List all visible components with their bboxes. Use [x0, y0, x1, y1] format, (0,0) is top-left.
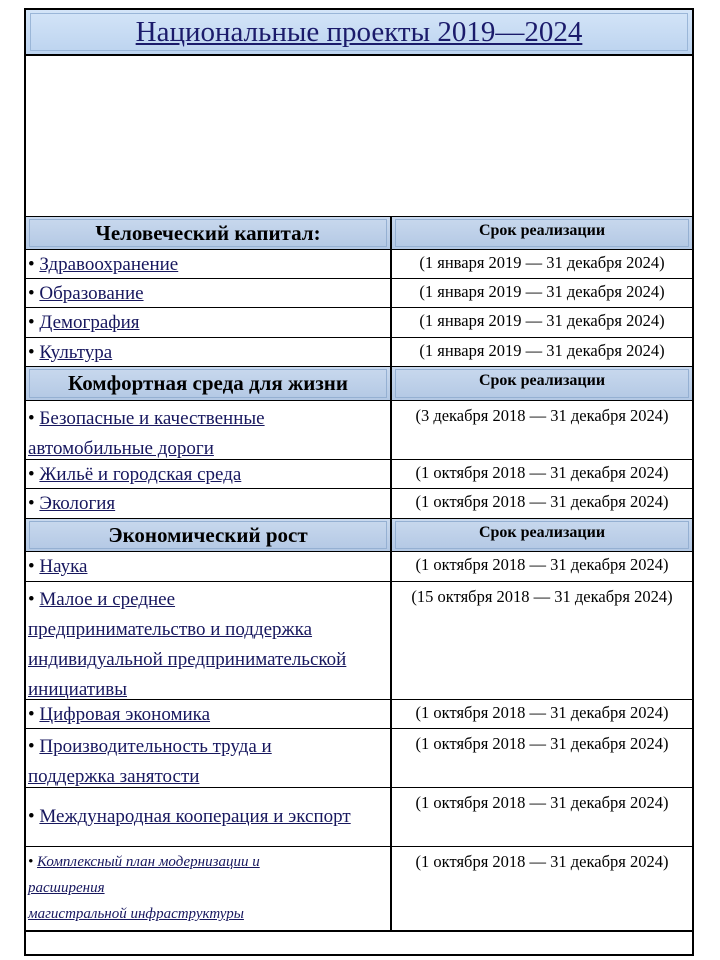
bullet: •: [28, 589, 40, 610]
bullet: •: [28, 493, 40, 514]
section-heading: Комфортная среда для жизни: [29, 369, 387, 398]
section-header-row: [26, 366, 692, 400]
empty-footer-row: [26, 930, 692, 958]
project-link[interactable]: Малое и среднее предпринимательство и поддержка индивидуальной предпринимательской инициативы: [28, 589, 347, 700]
table-row: [26, 459, 692, 488]
project-link[interactable]: Культура: [39, 342, 113, 363]
table-row: [26, 846, 692, 930]
bullet: •: [28, 408, 40, 429]
project-period: (1 октября 2018 — 31 декабря 2024): [415, 492, 669, 511]
section-header-row: [26, 518, 692, 551]
blank-area: [26, 56, 692, 216]
period-header: Срок реализации: [395, 219, 689, 247]
page-title-link[interactable]: Национальные проекты 2019—2024: [135, 15, 583, 48]
bullet: •: [28, 283, 40, 304]
table-row: [26, 400, 692, 459]
bullet: •: [28, 556, 40, 577]
table-row: [26, 337, 692, 366]
project-period: (1 октября 2018 — 31 декабря 2024): [415, 555, 669, 574]
table-row: [26, 787, 692, 846]
table-row: [26, 488, 692, 518]
title-bar: [26, 10, 692, 56]
table-row: [26, 307, 692, 337]
bullet: •: [28, 736, 40, 757]
table-row: [26, 581, 692, 699]
table-row: [26, 249, 692, 278]
table-row: [26, 278, 692, 307]
project-period: (15 октября 2018 — 31 декабря 2024): [411, 587, 673, 606]
project-period: (1 января 2019 — 31 декабря 2024): [419, 282, 665, 301]
project-period: (1 января 2019 — 31 декабря 2024): [419, 311, 665, 330]
table-row: [26, 699, 692, 728]
section-heading: Экономический рост: [29, 521, 387, 549]
project-link[interactable]: Здравоохранение: [39, 254, 179, 275]
period-header: Срок реализации: [395, 521, 689, 549]
period-header: Срок реализации: [395, 369, 689, 398]
project-link[interactable]: Комплексный план модернизации и расширения магистральной инфраструктуры: [28, 854, 260, 922]
bullet: •: [28, 704, 40, 725]
projects-table: [24, 8, 694, 956]
project-link[interactable]: Цифровая экономика: [39, 704, 211, 725]
project-period: (1 октября 2018 — 31 декабря 2024): [415, 463, 669, 482]
bullet: •: [28, 342, 40, 363]
project-link[interactable]: Образование: [39, 283, 144, 304]
project-link[interactable]: Экология: [39, 493, 116, 514]
project-period: (1 октября 2018 — 31 декабря 2024): [415, 703, 669, 722]
project-period: (1 октября 2018 — 31 декабря 2024): [415, 852, 669, 871]
title-box: [30, 13, 688, 51]
project-link[interactable]: Производительность труда и поддержка занятости: [28, 736, 272, 787]
bullet: •: [28, 854, 38, 870]
project-link[interactable]: Наука: [39, 556, 88, 577]
bullet: •: [28, 312, 40, 333]
section-header-row: [26, 216, 692, 249]
project-link[interactable]: Безопасные и качественные автомобильные дороги: [28, 408, 265, 459]
table-row: [26, 728, 692, 787]
project-link[interactable]: Жильё и городская среда: [39, 464, 242, 485]
project-link[interactable]: Международная кооперация и экспорт: [39, 806, 351, 827]
bullet: •: [28, 806, 40, 827]
bullet: •: [28, 464, 40, 485]
project-link[interactable]: Демография: [39, 312, 140, 333]
project-period: (1 января 2019 — 31 декабря 2024): [419, 341, 665, 360]
project-period: (1 октября 2018 — 31 декабря 2024): [415, 793, 669, 812]
project-period: (1 января 2019 — 31 декабря 2024): [419, 253, 665, 272]
section-heading: Человеческий капитал:: [29, 219, 387, 247]
bullet: •: [28, 254, 40, 275]
project-period: (3 декабря 2018 — 31 декабря 2024): [415, 406, 669, 425]
table-row: [26, 551, 692, 581]
project-period: (1 октября 2018 — 31 декабря 2024): [415, 734, 669, 753]
